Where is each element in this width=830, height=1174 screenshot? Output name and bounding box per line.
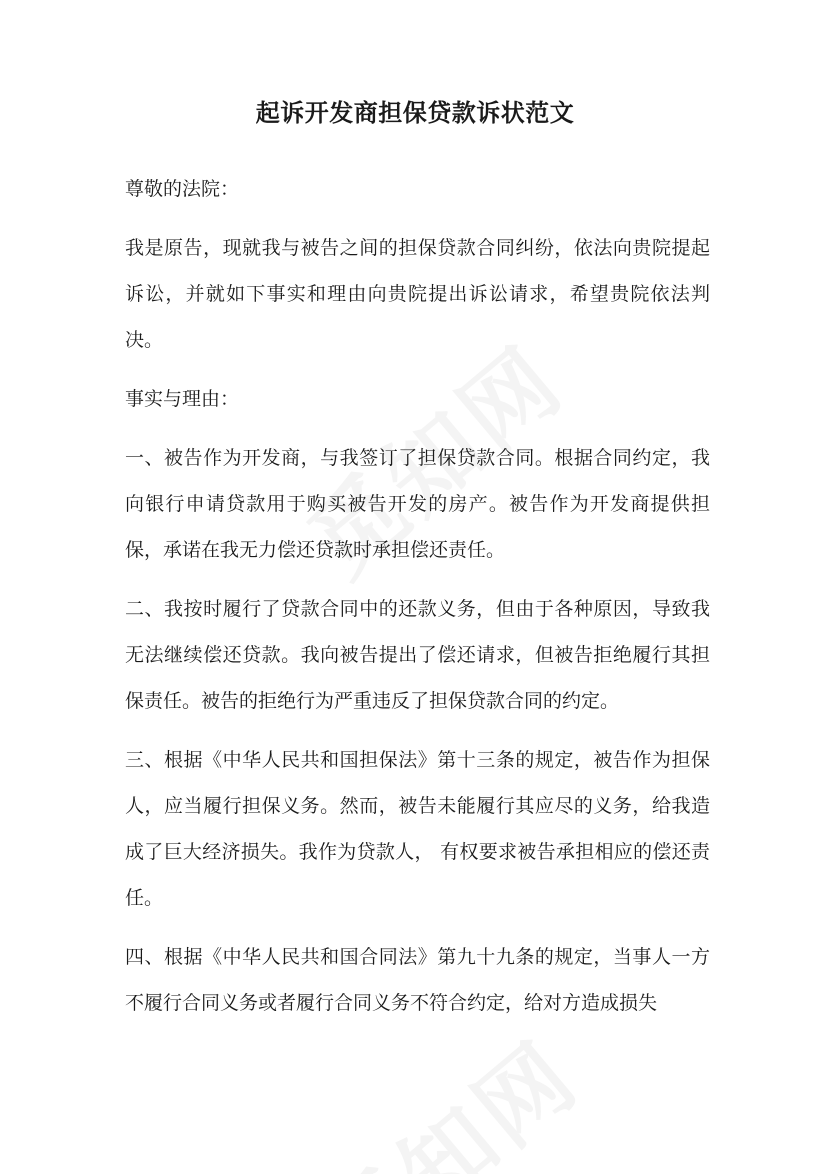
section-heading: 事实与理由： [125,388,240,410]
document-title: 起诉开发商担保贷款诉状范文 [255,99,575,127]
intro-paragraph: 我是原告，现就我与被告之间的担保贷款合同纠纷，依法向贵院提起诉讼，并就如下事实和理由向贵院提出诉讼请求，希望贵院依法判决。 [125,237,710,351]
fact-paragraph-2: 二、我按时履行了贷款合同中的还款义务，但由于各种原因，导致我无法继续偿还贷款。我向被告提出了偿还请求，但被告拒绝履行其担保责任。被告的拒绝行为严重违反了担保贷款合同的约定。 [125,598,710,712]
salutation-paragraph: 尊敬的法院： [125,178,240,200]
document-body [125,166,710,1039]
fact-paragraph-3: 三、根据《中华人民共和国担保法》第十三条的规定，被告作为担保人，应当履行担保义务。然而，被告未能履行其应尽的义务，给我造成了巨大经济损失。我作为贷款人， 有权要求被告承担相应的偿还责任。 [125,749,710,909]
fact-paragraph-4: 四、根据《中华人民共和国合同法》第九十九条的规定，当事人一方不履行合同义务或者履行合同义务不符合约定，给对方造成损失 [125,946,710,1014]
fact-paragraph-1: 一、被告作为开发商，与我签订了担保贷款合同。根据合同约定，我向银行申请贷款用于购买被告开发的房产。被告作为开发商提供担保，承诺在我无力偿还贷款时承担偿还责任。 [125,447,710,561]
